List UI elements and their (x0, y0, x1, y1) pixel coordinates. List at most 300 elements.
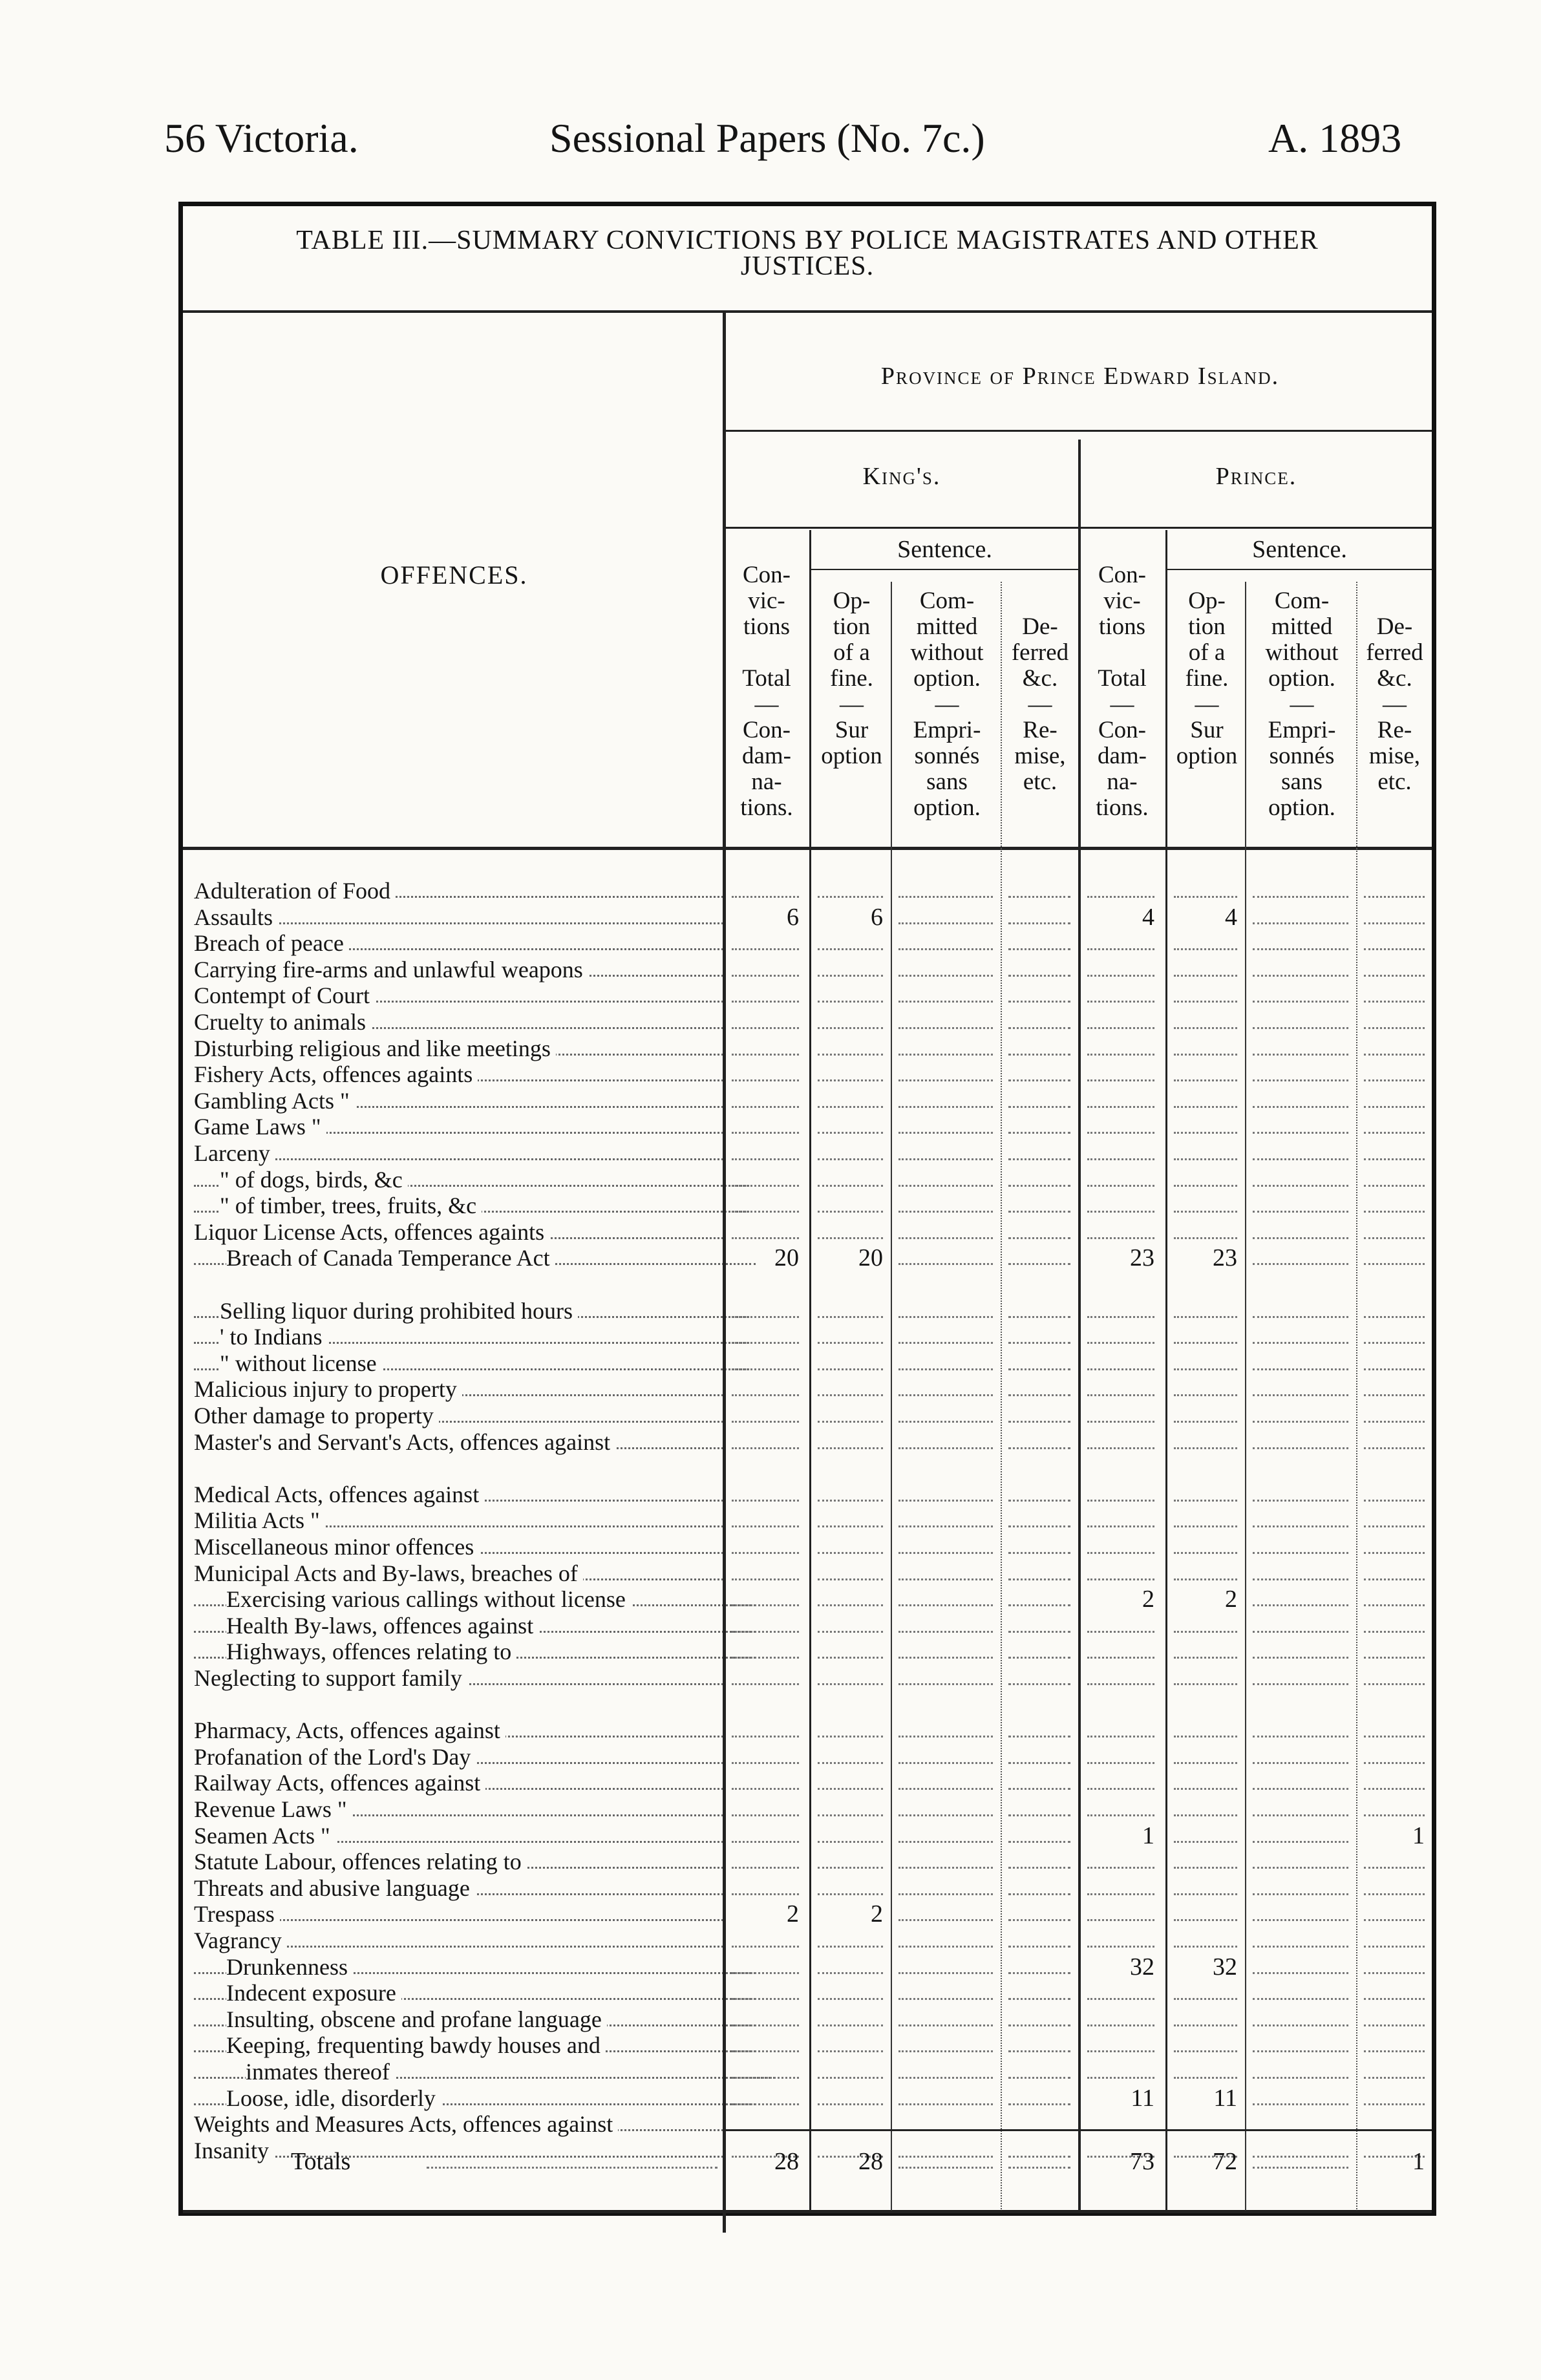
empty-cell-dots (898, 1814, 993, 1816)
empty-cell-dots (818, 2024, 883, 2026)
empty-cell-dots (1008, 1631, 1070, 1633)
empty-cell-dots (1174, 1631, 1237, 1633)
empty-cell-dots (732, 1132, 799, 1134)
empty-cell-dots (898, 1316, 993, 1318)
empty-cell-dots (1174, 1079, 1237, 1081)
empty-cell-dots (732, 1368, 799, 1370)
offence-label (194, 1534, 727, 1560)
empty-cell-dots (1253, 1447, 1348, 1449)
empty-cell-dots (898, 2024, 993, 2026)
offence-label-text: Selling liquor during prohibited hours (220, 1298, 578, 1324)
empty-cell-dots (1253, 1316, 1348, 1318)
offence-label (194, 1717, 727, 1743)
table-row (194, 1036, 1432, 1061)
empty-cell-dots (1008, 1657, 1070, 1659)
empty-cell-dots (898, 1972, 993, 1974)
empty-cell-dots (1253, 2156, 1348, 2158)
empty-cell-dots (732, 1893, 799, 1895)
value-cell: 2 (871, 1900, 883, 1928)
empty-cell-dots (818, 1525, 883, 1527)
empty-cell-dots (818, 2103, 883, 2105)
empty-cell-dots (1087, 1683, 1154, 1685)
empty-cell-dots (1174, 1185, 1237, 1187)
empty-cell-dots (1253, 2103, 1348, 2105)
empty-cell-dots (818, 1158, 883, 1160)
table-row (194, 1744, 1432, 1770)
empty-cell-dots (1008, 1867, 1070, 1869)
empty-cell-dots (1253, 1788, 1348, 1790)
empty-cell-dots (1008, 1972, 1070, 1974)
empty-cell-dots (732, 1946, 799, 1948)
empty-cell-dots (1174, 1421, 1237, 1423)
empty-cell-dots (1174, 1158, 1237, 1160)
empty-cell-dots (732, 1237, 799, 1239)
empty-cell-dots (1364, 1500, 1425, 1502)
empty-cell-dots (1174, 1946, 1237, 1948)
offence-label (194, 1114, 727, 1140)
totals-value-cell: 28 (774, 2148, 799, 2175)
offence-label (194, 1298, 753, 1324)
empty-cell-dots (1174, 1342, 1237, 1344)
empty-cell-dots (732, 1158, 799, 1160)
empty-cell-dots (1364, 922, 1425, 924)
col-deferred-prince: De- ferred &c. — Re- mise, etc. (1366, 613, 1423, 795)
empty-cell-dots (732, 1578, 799, 1580)
empty-cell-dots (818, 1946, 883, 1948)
offence-label (194, 1429, 727, 1455)
empty-cell-dots (1253, 922, 1348, 924)
empty-cell-dots (1008, 1447, 1070, 1449)
offence-label (194, 1823, 727, 1849)
table-row (194, 1324, 1432, 1350)
empty-cell-dots (1008, 948, 1070, 950)
offence-label-text: Insanity (194, 2138, 274, 2163)
empty-cell-dots (1008, 1079, 1070, 1081)
empty-cell-dots (1253, 1237, 1348, 1239)
table-row (194, 1639, 1432, 1664)
offence-label-text: Municipal Acts and By-laws, breaches of (194, 1560, 583, 1586)
offence-label (194, 1560, 727, 1586)
offence-label (194, 1928, 727, 1953)
empty-cell-dots (898, 1525, 993, 1527)
offence-label-text: Cruelty to animals (194, 1009, 371, 1035)
empty-cell-dots (898, 975, 993, 977)
empty-cell-dots (1008, 922, 1070, 924)
empty-cell-dots (1364, 1631, 1425, 1633)
empty-cell-dots (1008, 1919, 1070, 1921)
empty-cell-dots (1253, 1106, 1348, 1108)
offence-label-text: Disturbing religious and like meetings (194, 1036, 556, 1061)
empty-cell-dots (898, 1001, 993, 1003)
empty-cell-dots (1087, 2024, 1154, 2026)
empty-cell-dots (818, 1079, 883, 1081)
offence-label (194, 904, 727, 930)
offence-label-text: Malicious injury to property (194, 1376, 462, 1402)
empty-cell-dots (818, 1342, 883, 1344)
offence-label-text: Militia Acts " (194, 1507, 325, 1533)
empty-cell-dots (1008, 1683, 1070, 1685)
offence-label (194, 2111, 727, 2137)
empty-cell-dots (1253, 1500, 1348, 1502)
offence-label (194, 1350, 753, 1376)
empty-cell-dots (898, 1106, 993, 1108)
empty-cell-dots (1253, 1762, 1348, 1764)
empty-cell-dots (818, 1054, 883, 1056)
empty-cell-dots (1087, 1394, 1154, 1396)
empty-cell-dots (1087, 1814, 1154, 1816)
empty-cell-dots (1174, 1683, 1237, 1685)
empty-cell-dots (1364, 1079, 1425, 1081)
empty-cell-dots (1364, 1893, 1425, 1895)
offence-label-text: Seamen Acts " (194, 1823, 335, 1849)
empty-cell-dots (898, 1578, 993, 1580)
offence-label (194, 1849, 727, 1875)
empty-cell-dots (898, 1841, 993, 1843)
empty-cell-dots (1174, 2050, 1237, 2052)
offence-label-text: Miscellaneous minor offences (194, 1534, 479, 1560)
offence-label (194, 983, 727, 1008)
table-row (194, 2059, 1432, 2085)
empty-cell-dots (898, 1893, 993, 1895)
offence-label-text: inmates thereof (246, 2059, 395, 2085)
empty-cell-dots (1008, 1316, 1070, 1318)
empty-cell-dots (898, 1998, 993, 2000)
empty-cell-dots (1174, 975, 1237, 977)
table-row (194, 1507, 1432, 1533)
empty-cell-dots (1174, 1001, 1237, 1003)
offence-label (194, 1219, 727, 1245)
empty-cell-dots (1174, 1237, 1237, 1239)
offence-label (194, 878, 727, 904)
empty-cell-dots (818, 1237, 883, 1239)
table-row (194, 1586, 1432, 1612)
empty-cell-dots (1087, 1525, 1154, 1527)
empty-cell-dots (818, 1106, 883, 1108)
table-row (194, 2111, 1432, 2137)
rule-bottom-1 (183, 2211, 1432, 2213)
empty-cell-dots (1087, 975, 1154, 977)
empty-cell-dots (1008, 2077, 1070, 2079)
empty-cell-dots (1253, 1814, 1348, 1816)
table-row (194, 1376, 1432, 1402)
value-cell: 6 (871, 903, 883, 931)
empty-cell-dots (1174, 1552, 1237, 1554)
empty-cell-dots (1364, 1421, 1425, 1423)
empty-cell-dots (818, 1998, 883, 2000)
empty-cell-dots (818, 1001, 883, 1003)
empty-cell-dots (1253, 1079, 1348, 1081)
value-cell: 4 (1225, 903, 1237, 931)
table-row (194, 1009, 1432, 1035)
empty-cell-dots (1364, 1185, 1425, 1187)
empty-cell-dots (1253, 2167, 1348, 2169)
empty-cell-dots (732, 1814, 799, 1816)
empty-cell-dots (1174, 1054, 1237, 1056)
empty-cell-dots (1364, 1368, 1425, 1370)
table-row (194, 1954, 1432, 1980)
offence-label (194, 1167, 753, 1193)
table-row (194, 1114, 1432, 1140)
empty-cell-dots (1364, 1604, 1425, 1606)
empty-cell-dots (1087, 1185, 1154, 1187)
empty-cell-dots (1174, 896, 1237, 898)
value-cell: 20 (774, 1244, 799, 1272)
empty-cell-dots (1008, 2156, 1070, 2158)
sentence-heading-kings: Sentence. (897, 536, 992, 563)
empty-cell-dots (898, 1631, 993, 1633)
spacer-row (194, 1455, 1432, 1481)
empty-cell-dots (1008, 1106, 1070, 1108)
offence-label-text: Medical Acts, offences against (194, 1482, 484, 1507)
empty-cell-dots (1253, 948, 1348, 950)
empty-cell-dots (1008, 2103, 1070, 2105)
empty-cell-dots (818, 1552, 883, 1554)
empty-cell-dots (818, 1893, 883, 1895)
empty-cell-dots (818, 1027, 883, 1029)
value-cell: 32 (1213, 1953, 1237, 1981)
empty-cell-dots (1253, 1001, 1348, 1003)
empty-cell-dots (732, 1998, 799, 2000)
empty-cell-dots (1087, 1237, 1154, 1239)
province-heading: Province of Prince Edward Island. (880, 363, 1280, 390)
empty-cell-dots (1008, 1814, 1070, 1816)
empty-cell-dots (898, 922, 993, 924)
empty-cell-dots (1253, 1185, 1348, 1187)
offence-label-text: Trespass (194, 1901, 280, 1927)
empty-cell-dots (732, 1054, 799, 1056)
empty-cell-dots (1008, 1578, 1070, 1580)
col-convictions-prince: Con- vic- tions Total — Con- dam- na- tions. (1096, 562, 1149, 821)
empty-cell-dots (1008, 1841, 1070, 1843)
offence-label-text: Game Laws " (194, 1114, 326, 1140)
offence-label-text: Drunkenness (226, 1954, 353, 1980)
offence-label-text: Profanation of the Lord's Day (194, 1744, 476, 1770)
table-row (194, 1061, 1432, 1087)
offence-label-text: Neglecting to support family (194, 1665, 467, 1691)
empty-cell-dots (1008, 1525, 1070, 1527)
empty-cell-dots (818, 1631, 883, 1633)
empty-cell-dots (1008, 1893, 1070, 1895)
empty-cell-dots (898, 1054, 993, 1056)
county-heading-prince: Prince. (1215, 463, 1297, 490)
empty-cell-dots (1253, 1552, 1348, 1554)
empty-cell-dots (1174, 1447, 1237, 1449)
table-row (194, 957, 1432, 983)
empty-cell-dots (1253, 1841, 1348, 1843)
empty-cell-dots (898, 1394, 993, 1396)
table-row (194, 1429, 1432, 1455)
table-row (194, 1482, 1432, 1507)
empty-cell-dots (1253, 975, 1348, 977)
offence-label-text: Railway Acts, offences against (194, 1770, 485, 1796)
empty-cell-dots (1008, 1185, 1070, 1187)
value-cell: 6 (787, 903, 799, 931)
empty-cell-dots (732, 1788, 799, 1790)
offence-label-text: Gambling Acts " (194, 1088, 355, 1114)
offence-label-text: Adulteration of Food (194, 878, 396, 904)
empty-cell-dots (1364, 1683, 1425, 1685)
empty-cell-dots (1364, 1814, 1425, 1816)
offence-label-text: Other damage to property (194, 1403, 439, 1429)
empty-cell-dots (898, 1946, 993, 1948)
empty-cell-dots (1253, 2077, 1348, 2079)
rule-sentence-prince (1167, 569, 1432, 570)
table-row (194, 1875, 1432, 1901)
table-row (194, 1219, 1432, 1245)
empty-cell-dots (1364, 2024, 1425, 2026)
empty-cell-dots (1253, 1342, 1348, 1344)
empty-cell-dots (1087, 1027, 1154, 1029)
empty-cell-dots (1253, 1893, 1348, 1895)
empty-cell-dots (1008, 896, 1070, 898)
value-cell: 1 (1142, 1822, 1154, 1849)
offence-label-text: Weights and Measures Acts, offences against (194, 2111, 618, 2137)
offence-label-text: Highways, offences relating to (226, 1639, 516, 1664)
offence-label-text: Indecent exposure (226, 1980, 401, 2006)
empty-cell-dots (1174, 1788, 1237, 1790)
empty-cell-dots (1174, 948, 1237, 950)
empty-cell-dots (1008, 1421, 1070, 1423)
empty-cell-dots (898, 1552, 993, 1554)
empty-cell-dots (818, 1788, 883, 1790)
offence-label-text: Master's and Servant's Acts, offences against (194, 1429, 615, 1455)
offence-label (194, 1613, 760, 1639)
empty-cell-dots (818, 1972, 883, 1974)
empty-cell-dots (1364, 1263, 1425, 1265)
offence-label (194, 1954, 760, 1980)
empty-cell-dots (732, 1631, 799, 1633)
value-cell: 23 (1130, 1244, 1154, 1272)
empty-cell-dots (1087, 1158, 1154, 1160)
empty-cell-dots (1174, 1893, 1237, 1895)
offence-label-text: Breach of peace (194, 930, 349, 956)
empty-cell-dots (1364, 1578, 1425, 1580)
empty-cell-dots (1087, 1211, 1154, 1213)
table-row (194, 904, 1432, 930)
empty-cell-dots (732, 948, 799, 950)
table-row (194, 1560, 1432, 1586)
empty-cell-dots (818, 2077, 883, 2079)
value-cell: 2 (1225, 1586, 1237, 1613)
empty-cell-dots (1364, 1525, 1425, 1527)
empty-cell-dots (1253, 1736, 1348, 1737)
offence-label-text: Assaults (194, 904, 278, 930)
empty-cell-dots (1174, 2024, 1237, 2026)
empty-cell-dots (1087, 1762, 1154, 1764)
empty-cell-dots (1364, 2077, 1425, 2079)
empty-cell-dots (732, 1500, 799, 1502)
offence-label (194, 957, 727, 983)
offence-label-text: " without license (220, 1350, 382, 1376)
empty-cell-dots (1008, 1001, 1070, 1003)
empty-cell-dots (818, 975, 883, 977)
empty-cell-dots (1008, 1158, 1070, 1160)
offence-label-text: Liquor License Acts, offences againts (194, 1219, 549, 1245)
empty-cell-dots (1253, 1946, 1348, 1948)
value-cell: 4 (1142, 903, 1154, 931)
totals-label: Totals (291, 2148, 351, 2175)
empty-cell-dots (818, 1841, 883, 1843)
empty-cell-dots (1008, 1788, 1070, 1790)
empty-cell-dots (1087, 1998, 1154, 2000)
offence-label-text: Insulting, obscene and profane language (226, 2006, 607, 2032)
empty-cell-dots (898, 1079, 993, 1081)
offence-label-text: Exercising various callings without license (226, 1586, 631, 1612)
empty-cell-dots (1364, 975, 1425, 977)
empty-cell-dots (1364, 1972, 1425, 1974)
rule-below-title (183, 310, 1432, 313)
empty-cell-dots (1253, 1972, 1348, 1974)
table-row (194, 2032, 1432, 2058)
offence-label-text: Vagrancy (194, 1928, 287, 1953)
offence-label-text: Loose, idle, disorderly (226, 2085, 441, 2111)
empty-cell-dots (818, 1394, 883, 1396)
totals-leader-dots (427, 2167, 717, 2169)
empty-cell-dots (1174, 1841, 1237, 1843)
empty-cell-dots (818, 1447, 883, 1449)
table-title (178, 228, 1436, 279)
empty-cell-dots (898, 1421, 993, 1423)
empty-cell-dots (1253, 1394, 1348, 1396)
table-row (194, 1088, 1432, 1114)
empty-cell-dots (1364, 896, 1425, 898)
value-cell: 1 (1412, 1822, 1425, 1849)
empty-cell-dots (1364, 1106, 1425, 1108)
table-row (194, 1849, 1432, 1875)
empty-cell-dots (1253, 1421, 1348, 1423)
table-row (194, 1796, 1432, 1822)
rule-sentence-kings (811, 569, 1078, 570)
empty-cell-dots (1008, 1054, 1070, 1056)
offence-label (194, 2006, 760, 2032)
empty-cell-dots (732, 1552, 799, 1554)
empty-cell-dots (1364, 1211, 1425, 1213)
empty-cell-dots (1253, 1132, 1348, 1134)
table-row (194, 1167, 1432, 1193)
empty-cell-dots (1087, 1552, 1154, 1554)
table-row (194, 1901, 1432, 1927)
table-row (194, 1613, 1432, 1639)
empty-cell-dots (818, 948, 883, 950)
empty-cell-dots (1174, 1578, 1237, 1580)
empty-cell-dots (898, 1185, 993, 1187)
empty-cell-dots (898, 1657, 993, 1659)
empty-cell-dots (1008, 1342, 1070, 1344)
empty-cell-dots (732, 1604, 799, 1606)
offence-label-text: Contempt of Court (194, 983, 375, 1008)
empty-cell-dots (1087, 1132, 1154, 1134)
offence-label (194, 1376, 727, 1402)
empty-cell-dots (1008, 1736, 1070, 1737)
table-row (194, 2006, 1432, 2032)
empty-cell-dots (732, 1657, 799, 1659)
offence-label (194, 1586, 760, 1612)
table-row (194, 983, 1432, 1008)
offence-label (194, 1245, 760, 1271)
empty-cell-dots (1364, 948, 1425, 950)
empty-cell-dots (1253, 1657, 1348, 1659)
empty-cell-dots (898, 1368, 993, 1370)
empty-cell-dots (1174, 1998, 1237, 2000)
table-row (194, 1980, 1432, 2006)
offence-label-text: Larceny (194, 1140, 275, 1166)
empty-cell-dots (1253, 1631, 1348, 1633)
rule-above-totals (725, 2129, 1432, 2131)
empty-cell-dots (1253, 1158, 1348, 1160)
table-row (194, 1403, 1432, 1429)
empty-cell-dots (1364, 1788, 1425, 1790)
value-cell: 32 (1130, 1953, 1154, 1981)
